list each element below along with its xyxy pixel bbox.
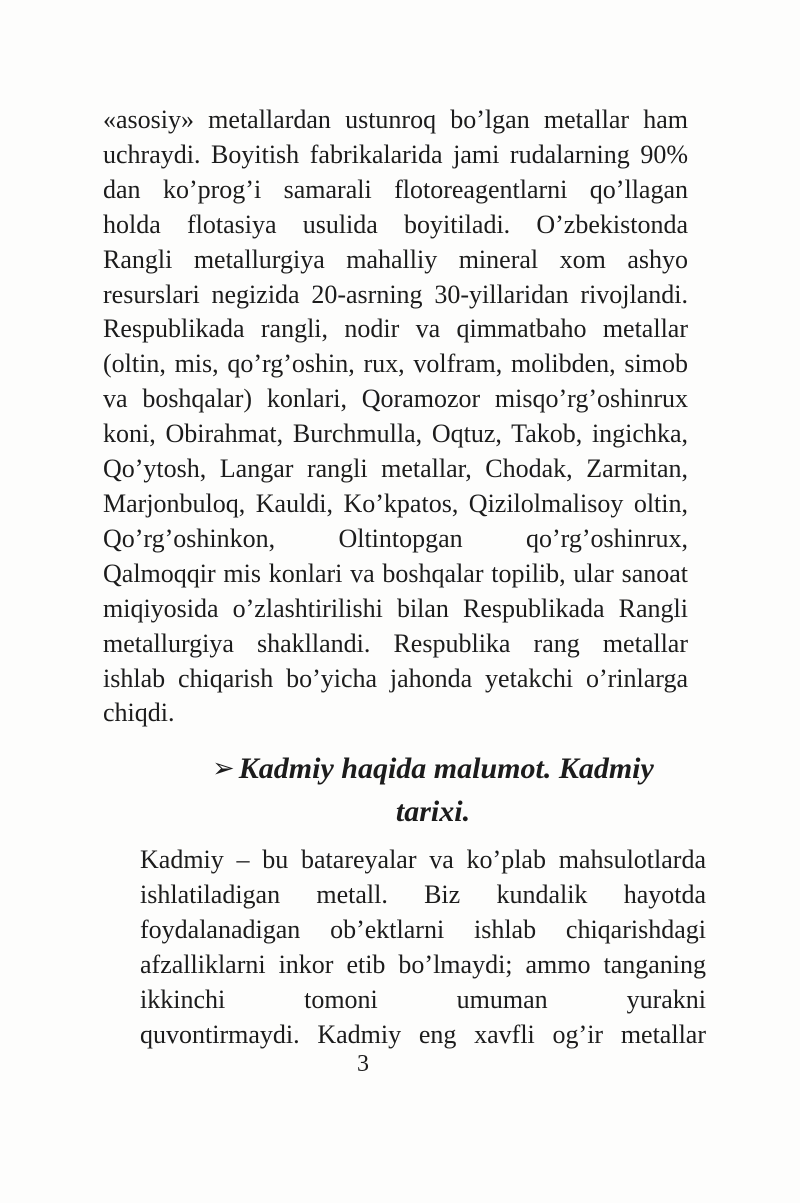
text-line: metallurgiya shakllandi. Respublika rang metallar bbox=[103, 628, 688, 658]
heading-line-2: tarixi. bbox=[395, 795, 471, 828]
text-line: ikkinchi tomoni umuman yurakni bbox=[140, 985, 706, 1014]
heading-line-1 bbox=[150, 747, 716, 790]
text-line: ishlatiladigan metall. Biz kundalik hayotda bbox=[140, 880, 706, 909]
text-line: ishlab chiqarish bo’yicha jahonda yetakchi o’rinlarga bbox=[103, 663, 688, 693]
text-line: resurslari negizida 20-asrning 30-yillaridan rivojlandi. bbox=[103, 279, 688, 309]
text-line: «asosiy» metallardan ustunroq bo’lgan metallar ham bbox=[103, 105, 688, 134]
text-line: Qalmoqqir mis konlari va boshqalar topilib, ular sanoat bbox=[103, 558, 688, 588]
text-line: Rangli metallurgiya mahalliy mineral xom ashyo bbox=[103, 244, 688, 274]
arrowhead-bullet-icon: ➢ bbox=[212, 753, 235, 784]
page-number: 3 bbox=[357, 1051, 369, 1077]
text-line: Marjonbuloq, Kauldi, Ko’kpatos, Qizilolmalisoy oltin, bbox=[103, 488, 688, 518]
text-line: uchraydi. Boyitish fabrikalarida jami rudalarning 90% bbox=[103, 139, 688, 169]
section-heading bbox=[150, 747, 716, 833]
text-line: miqiyosida o’zlashtirilishi bilan Respublikada Rangli bbox=[103, 593, 688, 623]
text-line: Qo’ytosh, Langar rangli metallar, Chodak, Zarmitan, bbox=[103, 454, 688, 484]
body-paragraph-1 bbox=[103, 103, 688, 731]
text-line: koni, Obirahmat, Burchmulla, Oqtuz, Takob, ingichka, bbox=[103, 419, 688, 449]
text-line: quvontirmaydi. Kadmiy eng xavfli og’ir metallar bbox=[140, 1020, 706, 1049]
text-line: Respublikada rangli, nodir va qimmatbaho metallar bbox=[103, 314, 688, 344]
text-line: dan ko’prog’i samarali flotoreagentlarni qo’llagan bbox=[103, 174, 688, 204]
text-line: holda flotasiya usulida boyitiladi. O’zbekistonda bbox=[103, 209, 688, 239]
heading-text: Kadmiy haqida malumot. Kadmiy bbox=[238, 752, 654, 785]
text-line: foydalanadigan ob’ektlarni ishlab chiqarishdagi bbox=[140, 915, 706, 944]
text-line: chiqdi. bbox=[103, 698, 175, 728]
text-line: Kadmiy – bu batareyalar va ko’plab mahsulotlarda bbox=[140, 845, 706, 874]
text-line: Qo’rg’oshinkon, Oltintopgan qo’rg’oshinrux, bbox=[103, 523, 688, 553]
text-line: va boshqalar) konlari, Qoramozor misqo’rg’oshinrux bbox=[103, 384, 688, 414]
body-paragraph-2 bbox=[140, 842, 706, 1052]
text-line: afzalliklarni inkor etib bo’lmaydi; ammo tanganing bbox=[140, 950, 706, 979]
text-line: (oltin, mis, qo’rg’oshin, rux, volfram, molibden, simob bbox=[103, 349, 688, 379]
